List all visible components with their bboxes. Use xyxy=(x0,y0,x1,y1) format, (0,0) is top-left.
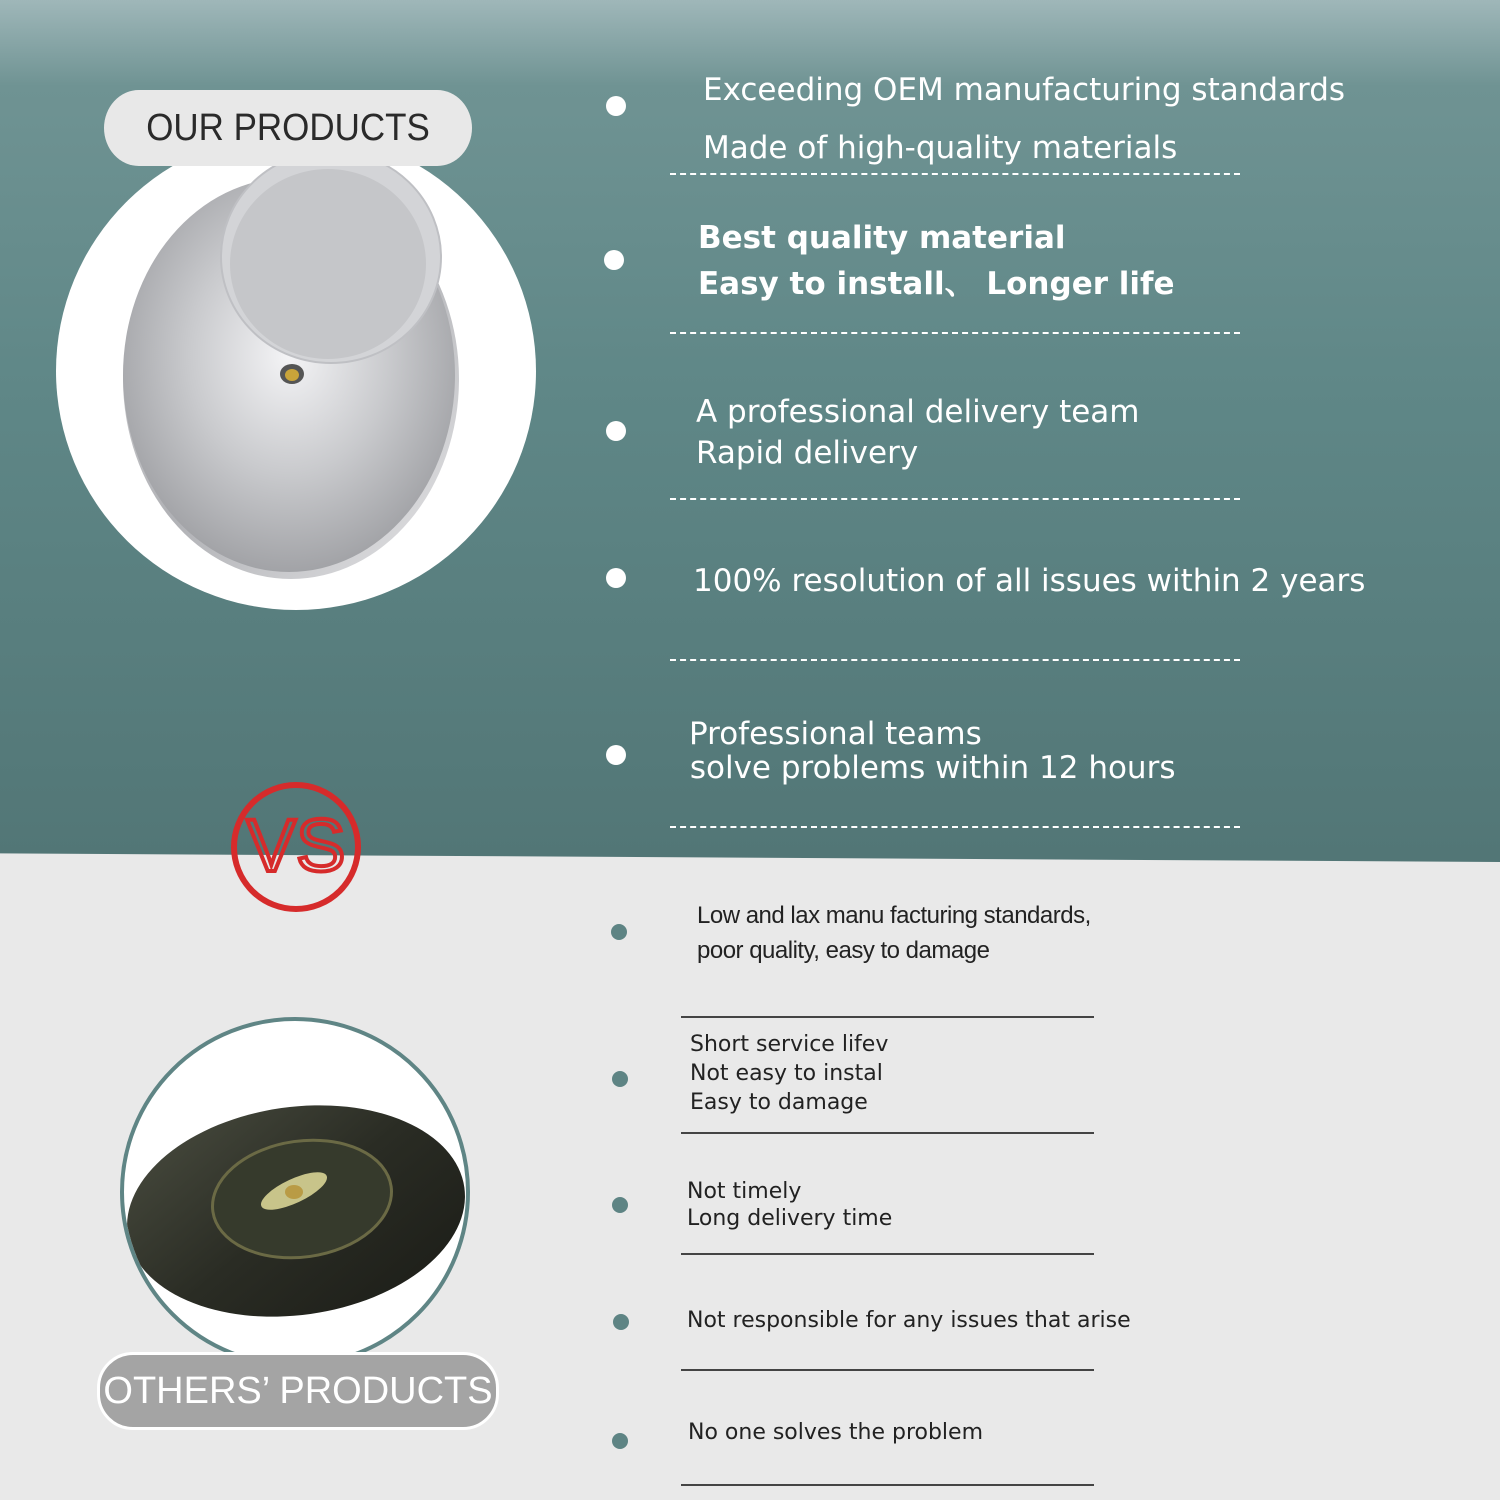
bullet-icon xyxy=(606,421,626,441)
our-feature-2-line-1: Best quality material xyxy=(698,220,1066,256)
divider xyxy=(681,1484,1094,1486)
bullet-icon xyxy=(604,250,624,270)
our-products-label: OUR PRODUCTS xyxy=(104,90,472,166)
dark-valve-disc-illustration xyxy=(124,1021,466,1363)
others-product-image xyxy=(120,1017,470,1367)
our-feature-2-line-2: Easy to install、 Longer life xyxy=(698,266,1175,302)
silver-valve-disc-illustration xyxy=(56,132,536,610)
vs-badge xyxy=(230,781,362,913)
others-feature-5-line-1: No one solves the problem xyxy=(688,1420,984,1445)
divider xyxy=(681,1253,1094,1255)
our-feature-5-line-2: solve problems within 12 hours xyxy=(680,750,1176,786)
others-feature-2-line-1: Short service lifev xyxy=(690,1032,889,1057)
bullet-icon xyxy=(612,1071,628,1087)
bullet-icon xyxy=(611,924,627,940)
divider xyxy=(681,1016,1094,1018)
divider xyxy=(670,826,1240,828)
divider xyxy=(670,498,1240,500)
our-feature-3-line-1: A professional delivery team xyxy=(696,394,1140,430)
others-feature-2-line-2: Not easy to instal xyxy=(690,1061,883,1086)
others-feature-2-line-3: Easy to damage xyxy=(690,1090,868,1115)
bullet-icon xyxy=(612,1433,628,1449)
bullet-icon xyxy=(613,1314,629,1330)
others-feature-4-line-1: Not responsible for any issues that arise xyxy=(687,1308,1131,1333)
divider xyxy=(670,332,1240,334)
divider xyxy=(681,1369,1094,1371)
others-feature-3-line-2: Long delivery time xyxy=(687,1206,893,1231)
bullet-icon xyxy=(606,96,626,116)
divider xyxy=(670,659,1240,661)
our-product-image xyxy=(56,132,536,610)
bullet-icon xyxy=(606,568,626,588)
our-feature-4-line-1: 100% resolution of all issues within 2 years xyxy=(693,563,1366,599)
divider xyxy=(670,173,1240,175)
others-feature-1-line-1: Low and lax manu facturing standards, xyxy=(697,902,1091,929)
our-feature-1-line-2: Made of high-quality materials xyxy=(703,130,1178,166)
our-feature-5-line-1: Professional teams xyxy=(689,716,982,752)
our-feature-1-line-1: Exceeding OEM manufacturing standards xyxy=(703,72,1346,108)
bullet-icon xyxy=(612,1197,628,1213)
bullet-icon xyxy=(606,745,626,765)
others-products-label: OTHERS’ PRODUCTS xyxy=(97,1352,499,1430)
our-feature-3-line-2: Rapid delivery xyxy=(696,435,919,471)
vs-text: VS xyxy=(246,804,346,887)
others-feature-1-line-2: poor quality, easy to damage xyxy=(697,937,990,964)
others-feature-3-line-1: Not timely xyxy=(687,1179,802,1204)
divider xyxy=(681,1132,1094,1134)
